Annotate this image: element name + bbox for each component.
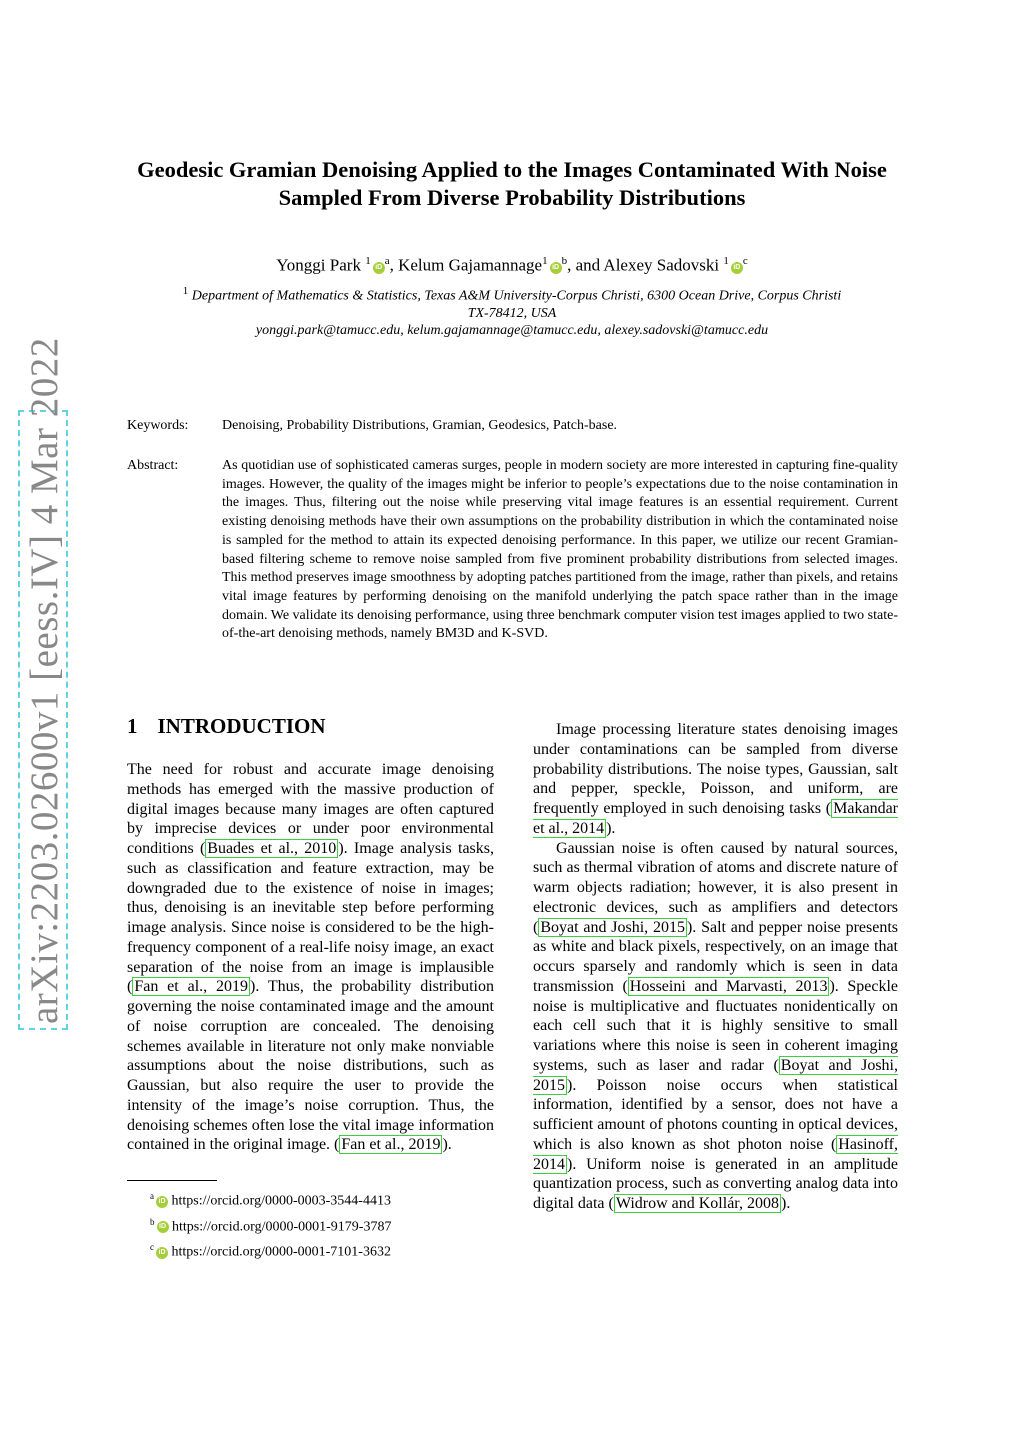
footnote-item xyxy=(150,1186,391,1212)
footnotes xyxy=(150,1186,391,1263)
paragraph xyxy=(533,720,898,839)
footnote-item xyxy=(150,1237,391,1263)
author-name: Yonggi Park xyxy=(276,255,361,275)
footnote-mark: a xyxy=(150,1191,154,1201)
abstract-text: As quotidian use of sophisticated cameras surges, people in modern society are more interested in capturing fine-quality images. However, the quality of the images might be inferior to people’s expectations due to the noise contamination in the images. Thus, filtering out the noise while preserving vital image features is an essential requirement. Current existing denoising methods have their own assumptions on the probability distribution in which the contaminated noise is sampled for the method to attain its expected denoising performance. In this paper, we utilize our recent Gramian-based filtering scheme to remove noise sampled from five prominent probability distributions from selected images. This method preserves image smoothness by adopting patches partitioned from the image, rather than pixels, and retains vital image features by performing denoising on the manifold underlying the patch space rather than in the image domain. We validate its denoising performance, using three benchmark computer vision test images applied to two state-of-the-art denoising methods, namely BM3D and K-SVD. xyxy=(222,458,898,642)
text-run: ). Uniform noise is generated in an amplitude quantization process, such as converting analog data into digital data ( xyxy=(533,1155,898,1212)
citation-link[interactable]: Hosseini and Marvasti, 2013 xyxy=(629,977,828,995)
paper-title: Geodesic Gramian Denoising Applied to the Images Contaminated With Noise Sampled From Diverse Probability Distributions xyxy=(137,157,887,210)
text-run: The need for robust and accurate image denoising methods has emerged with the massive production of digital images because many images are often captured by imprecise devices or under poor environmental conditions ( xyxy=(127,761,494,857)
orcid-footnote-mark: b xyxy=(561,255,568,267)
text-run: ). xyxy=(442,1136,452,1154)
affiliation-block xyxy=(130,283,894,339)
text-run: ). Poisson noise occurs when statistical information, identified by a sensor, does not have a sufficient amount of photons counting in optical devices, which is also known as shot photon noise ( xyxy=(533,1076,898,1153)
abstract-label: Abstract: xyxy=(127,458,179,473)
paragraph xyxy=(533,839,898,1214)
orcid-footnote-mark: c xyxy=(742,255,748,267)
citation-link[interactable]: Boyat and Joshi, 2015 xyxy=(533,1056,899,1094)
orcid-icon[interactable]: iD xyxy=(373,262,385,274)
affiliation-mark: 1 xyxy=(542,255,548,267)
author-emails[interactable]: yonggi.park@tamucc.edu, kelum.gajamannage@tamucc.edu, alexey.sadovski@tamucc.edu xyxy=(255,322,769,338)
text-run: ). Thus, the probability distribution governing the noise contaminated image and the amount of noise corruption are concealed. The denoising schemes available in literature not only make nonviable assumptions about the noise distributions, such as Gaussian, but also require the user to provide the intensity of the image’s noise corruption. Thus, the denoising schemes often lose the vital image information contained in the original image. ( xyxy=(127,978,495,1154)
section-title: INTRODUCTION xyxy=(157,714,326,738)
citation-link[interactable]: Fan et al., 2019 xyxy=(341,1136,441,1154)
text-run: Image processing literature states denoising images under contaminations can be sampled from diverse probability distributions. The noise types, Gaussian, salt and pepper, speckle, Poisson, and uniform, are frequently employed in such denoising tasks ( xyxy=(533,721,898,817)
citation-link[interactable]: Boyat and Joshi, 2015 xyxy=(540,918,685,936)
author-name: , and Alexey Sadovski xyxy=(567,255,720,275)
citation-link[interactable]: Buades et al., 2010 xyxy=(207,840,337,857)
section-number: 1 xyxy=(127,714,138,738)
orcid-icon: iD xyxy=(156,1247,168,1259)
arxiv-identifier[interactable]: arXiv:2203.02600v1 [eess.IV] 4 Mar 2022 xyxy=(23,337,66,1024)
orcid-icon: iD xyxy=(157,1221,169,1233)
orcid-url[interactable]: https://orcid.org/0000-0001-9179-3787 xyxy=(172,1219,392,1235)
orcid-footnote-mark: a xyxy=(384,255,390,267)
left-column xyxy=(127,760,494,1155)
keywords-text: Denoising, Probability Distributions, Gramian, Geodesics, Patch-base. xyxy=(222,418,618,433)
citation-link[interactable]: Hasinoff, 2014 xyxy=(533,1135,898,1173)
orcid-url[interactable]: https://orcid.org/0000-0003-3544-4413 xyxy=(171,1193,391,1209)
footnote-mark: c xyxy=(150,1242,154,1253)
orcid-icon[interactable]: iD xyxy=(550,262,562,274)
orcid-icon: iD xyxy=(156,1196,168,1208)
affiliation-mark: 1 xyxy=(365,255,371,267)
citation-link[interactable]: Makandar et al., 2014 xyxy=(533,800,898,837)
affiliation-line2: TX-78412, USA xyxy=(467,305,557,321)
citation-link[interactable]: Fan et al., 2019 xyxy=(134,978,248,996)
affiliation-mark: 1 xyxy=(182,285,189,297)
text-run: ). Image analysis tasks, such as classification and feature extraction, may be downgraded due to the existence of noise in images; thus, denoising is an inevitable step before performing image analysis. Since noise is considered to be the high-frequency component of a real-life noisy image, an exact separation of the noise from an image is implausible ( xyxy=(127,840,494,996)
affiliation-mark: 1 xyxy=(723,255,729,267)
text-run: ). xyxy=(780,1195,791,1212)
author-name: , Kelum Gajamannage xyxy=(389,255,543,275)
section-heading xyxy=(127,714,326,739)
text-run: ). Speckle noise is multiplicative and fluctuates nonidentically on each cell such that it is highly sensitive to small variations where this noise is seen in coherent imaging systems, such as laser and radar ( xyxy=(533,977,898,1074)
citation-link[interactable]: Widrow and Kollár, 2008 xyxy=(615,1195,779,1212)
orcid-url[interactable]: https://orcid.org/0000-0001-7101-3632 xyxy=(171,1244,391,1260)
text-run: Gaussian noise is often caused by natural sources, such as thermal vibration of atoms and discrete nature of warm objects radiation; however, it is also present in electronic devices, such as amplifiers and detectors ( xyxy=(533,839,898,936)
text-run: ). xyxy=(606,819,616,837)
footnote-item xyxy=(150,1212,391,1238)
affiliation-line1: Department of Mathematics & Statistics, Texas A&M University-Corpus Christi, 6300 Ocean Drive, Corpus Christi xyxy=(191,288,842,304)
orcid-icon[interactable]: iD xyxy=(731,262,743,274)
paragraph xyxy=(127,760,494,1155)
footnote-rule xyxy=(127,1180,217,1181)
author-list xyxy=(120,255,904,276)
keywords-label: Keywords: xyxy=(127,418,189,433)
footnote-mark: b xyxy=(150,1216,155,1227)
text-run: ). Salt and pepper noise presents as white and black pixels, respectively, on an image that occurs sparsely and randomly which is seen in data transmission ( xyxy=(533,918,899,995)
right-column xyxy=(533,720,898,1214)
